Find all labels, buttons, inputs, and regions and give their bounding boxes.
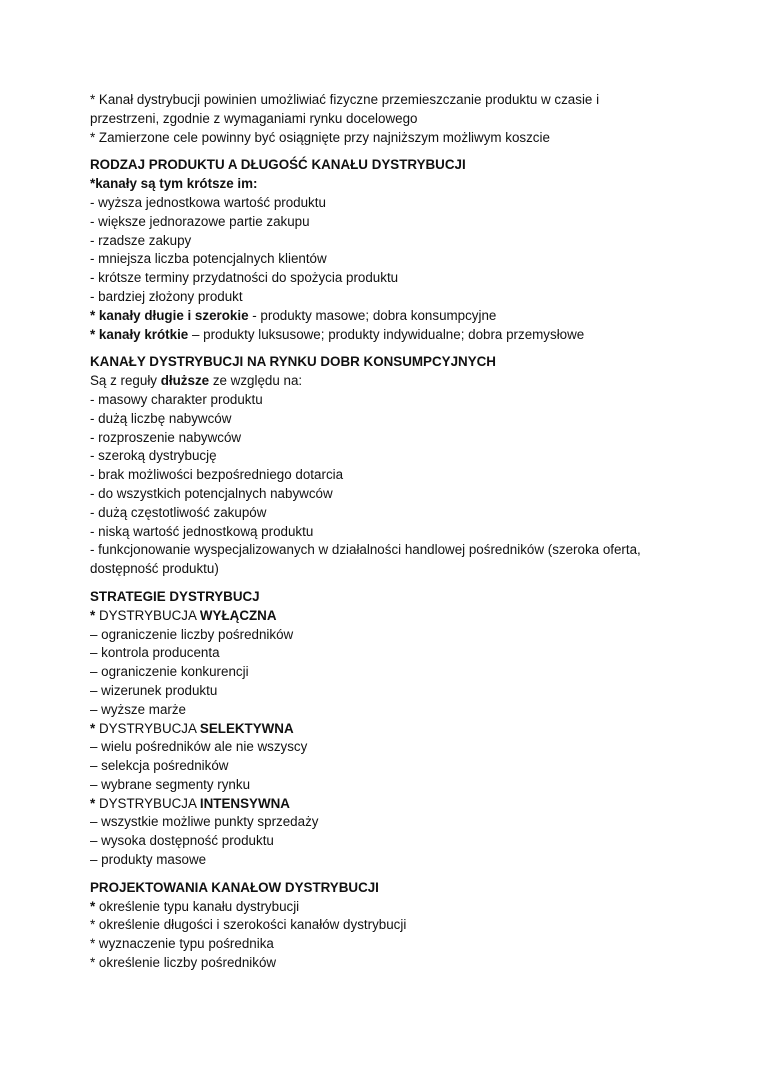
strategy-type: SELEKTYWNA (199, 720, 294, 736)
list-item: - funkcjonowanie wyspecjalizowanych w działalności handlowej pośredników (szeroka oferta, dostępność produktu) (90, 542, 641, 577)
strategy-heading-intensive (90, 795, 650, 814)
list-item: - niską wartość jednostkową produktu (90, 523, 314, 539)
list-item: – wizerunek produktu (90, 682, 218, 698)
short-channels-label: * kanały krótkie (90, 326, 189, 342)
list-item: - bardziej złożony produkt (90, 288, 243, 304)
strategy-label: DYSTRYBUCJA (95, 795, 200, 811)
section-consumer-goods (90, 353, 650, 579)
list-item (90, 898, 650, 917)
strategy-label: DYSTRYBUCJA (95, 720, 200, 736)
intro-line: * Kanał dystrybucji powinien umożliwiać fizyczne przemieszczanie produktu w czasie i przestrzeni, zgodnie z wymaganiami rynku docelowego (90, 92, 600, 126)
long-channels-label: * kanały długie i szerokie (90, 307, 249, 323)
list-item: * wyznaczenie typu pośrednika (90, 936, 274, 952)
list-item: * określenie długości i szerokości kanałów dystrybucji (90, 917, 407, 933)
document-page (90, 91, 650, 973)
section-strategies (90, 588, 650, 870)
list-item: - dużą liczbę nabywców (90, 410, 232, 426)
intro-text-bold: dłuższe (160, 373, 210, 389)
strategy-star: * (90, 795, 96, 811)
list-item: – wybrane segmenty rynku (90, 776, 251, 792)
strategy-heading-selective (90, 720, 650, 739)
list-item: - szeroką dystrybucję (90, 448, 217, 464)
section-heading: STRATEGIE DYSTRYBUCJ (90, 588, 260, 604)
list-item: - większe jednorazowe partie zakupu (90, 213, 310, 229)
short-channels-text: – produkty luksusowe; produkty indywidualne; dobra przemysłowe (188, 326, 585, 342)
long-channels-line (90, 307, 650, 326)
list-item: – wszystkie możliwe punkty sprzedaży (90, 814, 319, 830)
list-item: – wysoka dostępność produktu (90, 833, 274, 849)
section-heading: PROJEKTOWANIA KANAŁOW DYSTRYBUCJI (90, 879, 379, 895)
list-item: - dużą częstotliwość zakupów (90, 504, 267, 520)
long-channels-text: - produkty masowe; dobra konsumpcyjne (248, 307, 497, 323)
section-heading: RODZAJ PRODUKTU A DŁUGOŚĆ KANAŁU DYSTRYBUCJI (90, 157, 466, 173)
section-product-type (90, 156, 650, 344)
list-item: - rozproszenie nabywców (90, 429, 242, 445)
strategy-star: * (90, 720, 96, 736)
list-item: * określenie liczby pośredników (90, 955, 277, 971)
list-item: – wyższe marże (90, 701, 186, 717)
list-item: - krótsze terminy przydatności do spożycia produktu (90, 270, 399, 286)
section-channel-design (90, 879, 650, 973)
list-item: - rzadsze zakupy (90, 232, 192, 248)
list-item: - wyższa jednostkowa wartość produktu (90, 194, 326, 210)
list-item: - mniejsza liczba potencjalnych klientów (90, 251, 327, 267)
item-text: określenie typu kanału dystrybucji (95, 898, 300, 914)
strategy-star: * (90, 607, 96, 623)
list-item: – selekcja pośredników (90, 758, 229, 774)
short-channels-line (90, 326, 650, 345)
list-item: – kontrola producenta (90, 645, 220, 661)
list-item: - masowy charakter produktu (90, 391, 263, 407)
list-item: - do wszystkich potencjalnych nabywców (90, 485, 333, 501)
list-item: – produkty masowe (90, 852, 207, 868)
list-item: – ograniczenie liczby pośredników (90, 626, 294, 642)
strategy-label: DYSTRYBUCJA (95, 607, 200, 623)
list-item: – ograniczenie konkurencji (90, 664, 249, 680)
intro-text-pre: Są z reguły (90, 373, 161, 389)
section-intro (90, 372, 650, 391)
strategy-type: WYŁĄCZNA (199, 607, 277, 623)
intro-text-post: ze względu na: (209, 373, 303, 389)
list-item: - brak możliwości bezpośredniego dotarcia (90, 467, 344, 483)
intro-line: * Zamierzone cele powinny być osiągnięte przy najniższym możliwym koszcie (90, 129, 550, 145)
intro-section (90, 91, 650, 147)
section-heading: KANAŁY DYSTRYBUCJI NA RYNKU DOBR KONSUMPCYJNYCH (90, 354, 496, 370)
section-subheading: *kanały są tym krótsze im: (90, 176, 258, 192)
item-star: * (90, 898, 96, 914)
list-item: – wielu pośredników ale nie wszyscy (90, 739, 308, 755)
strategy-heading-exclusive (90, 607, 650, 626)
strategy-type: INTENSYWNA (199, 795, 290, 811)
